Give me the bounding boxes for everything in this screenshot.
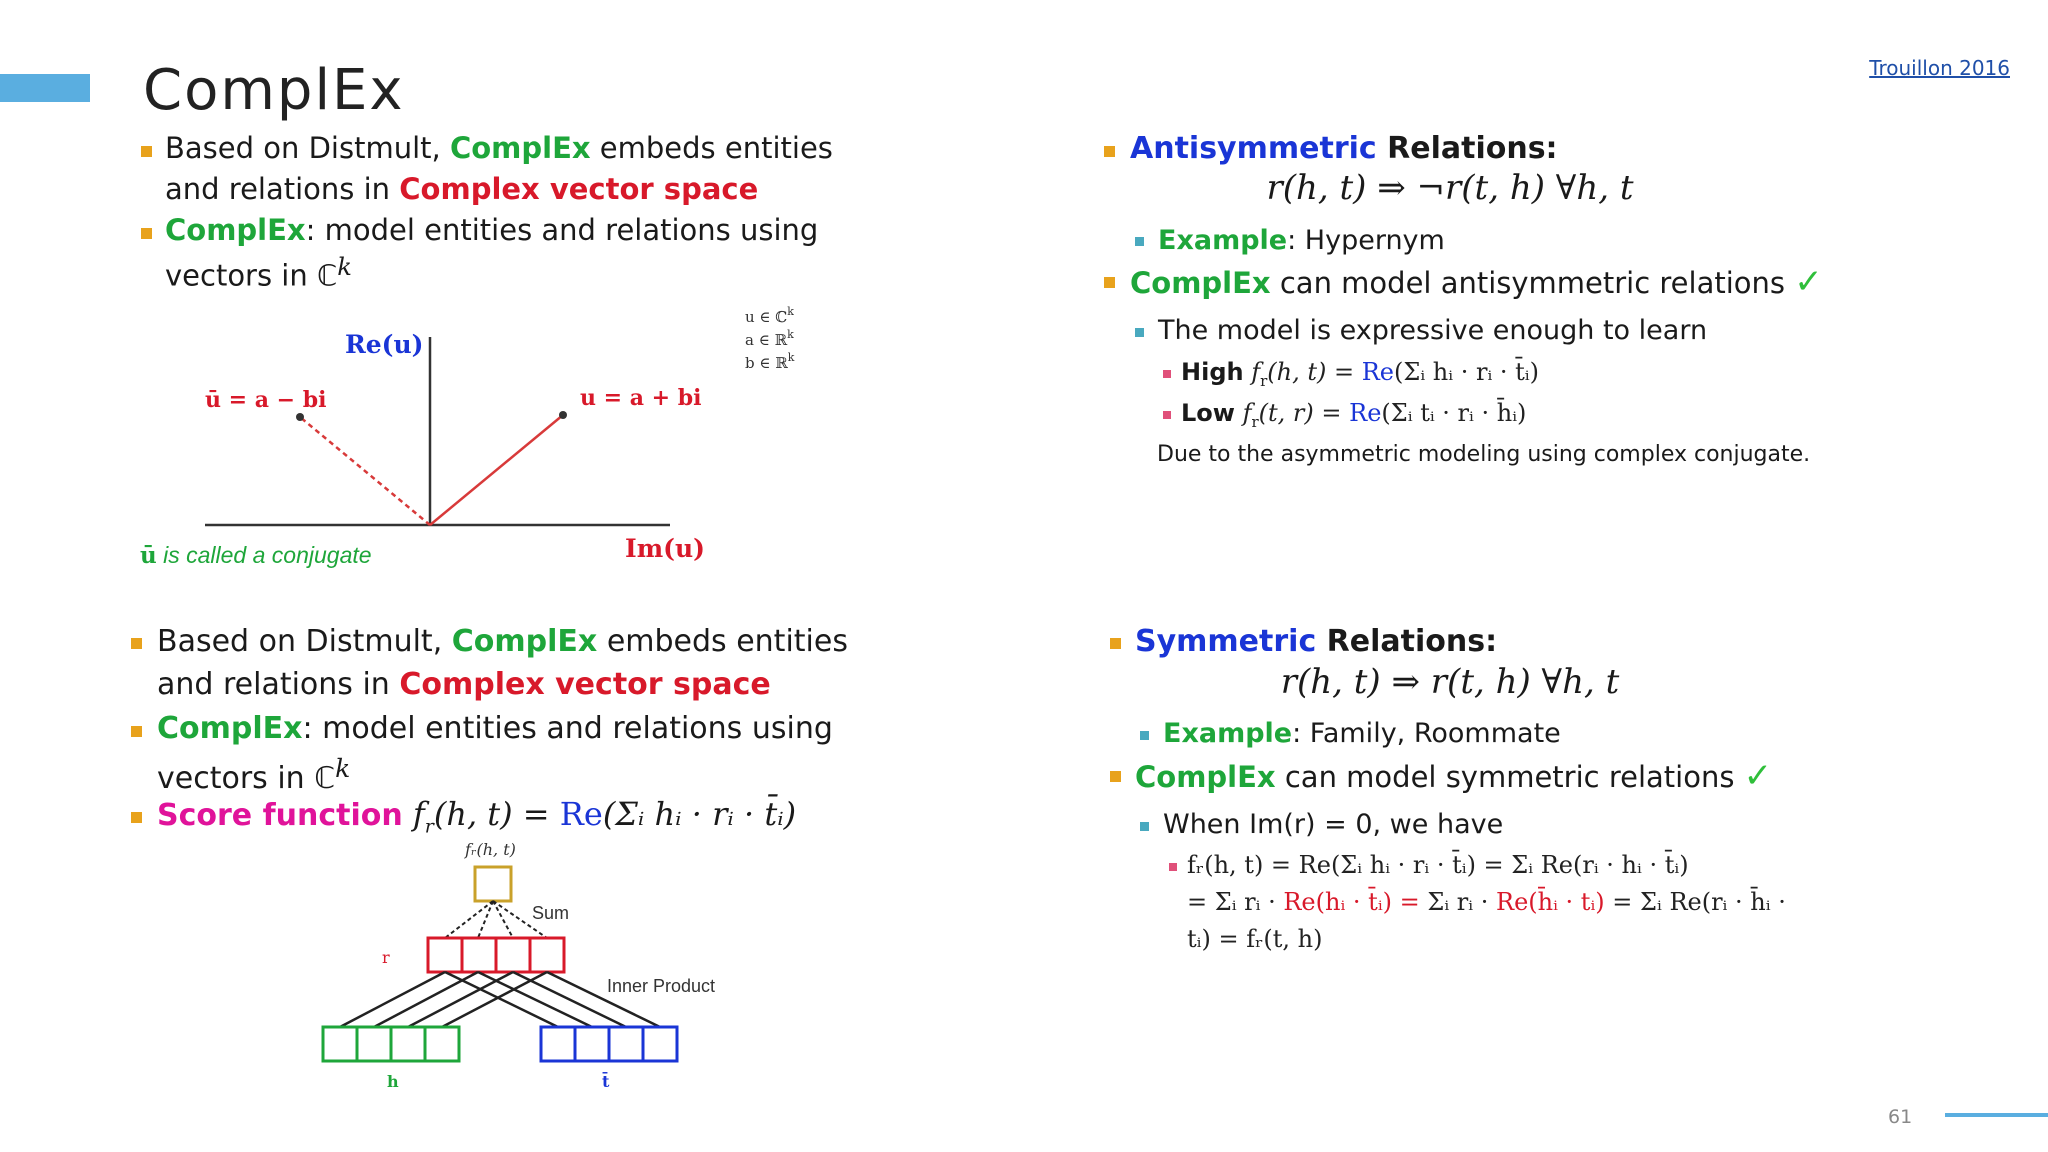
citation-link[interactable]: Trouillon 2016 (1869, 56, 2010, 80)
network-top-label: fᵣ(h, t) (465, 840, 516, 859)
br-derivation-line-3: tᵢ) = fᵣ(t, h) (1187, 925, 1323, 953)
bullet-marker (1163, 411, 1171, 419)
bullet-marker (1140, 731, 1149, 740)
br-bullet-2: ComplEx can model symmetric relations ✓ (1135, 756, 1773, 796)
bullet-marker (1140, 822, 1149, 831)
check-icon: ✓ (1743, 756, 1773, 796)
def-a: a ∈ ℝ$^k$ (745, 328, 794, 349)
u-vector (430, 415, 563, 525)
antisymmetric-formula: r(h, t) ⇒ ¬r(t, h) ∀h, t (1266, 168, 1634, 208)
h-label: h (387, 1072, 399, 1091)
bullet-marker (1110, 771, 1121, 782)
br-derivation-line-1: fᵣ(h, t) = Re(Σᵢ hᵢ · rᵢ · t̄ᵢ) = Σᵢ Re(rᵢ · hᵢ · t̄ᵢ) (1187, 851, 1689, 879)
bullet-marker (1135, 237, 1144, 246)
bullet-marker (1104, 146, 1115, 157)
conjugate-vector (300, 417, 430, 525)
bl-bullet-1: Based on Distmult, ComplEx embeds entities and relations in Complex vector space (157, 624, 848, 702)
symmetric-formula: r(h, t) ⇒ r(t, h) ∀h, t (1280, 662, 1620, 702)
t-label: t̄ (602, 1072, 610, 1091)
tr-example: Example: Hypernym (1158, 225, 1445, 256)
bullet-marker (1110, 638, 1121, 649)
br-sub: When Im(r) = 0, we have (1163, 809, 1504, 840)
footer-accent-line (1945, 1113, 2048, 1117)
u-label: u = a + bi (580, 385, 702, 411)
tr-note: Due to the asymmetric modeling using complex conjugate. (1157, 442, 1811, 467)
page-number: 61 (1888, 1106, 1913, 1128)
bullet-marker (131, 638, 142, 649)
conjugate-point (296, 413, 304, 421)
conjugate-caption: ū is called a conjugate (140, 542, 372, 569)
slide-title: ComplEx (143, 58, 405, 123)
br-derivation-line-2: = Σᵢ rᵢ · Re(hᵢ · t̄ᵢ) = Σᵢ rᵢ · Re(h̄ᵢ · tᵢ) = Σᵢ Re(rᵢ · h̄ᵢ · (1187, 888, 1786, 916)
tl-bullet-2: ComplEx: model entities and relations using vectors in ℂ$^k$ (165, 213, 819, 293)
def-u: u ∈ ℂ$^k$ (745, 305, 794, 326)
r-label: r (382, 948, 390, 967)
accent-bar (0, 74, 90, 102)
bullet-marker (141, 146, 152, 157)
tr-sub: The model is expressive enough to learn (1158, 315, 1708, 346)
tr-heading: Antisymmetric Relations: (1130, 131, 1558, 166)
bl-bullet-2: ComplEx: model entities and relations using vectors in ℂ$^k$ (157, 711, 833, 796)
bullet-marker (1135, 328, 1144, 337)
check-icon: ✓ (1794, 262, 1823, 302)
tr-low: Low $f_r(t$, r) = Re(Σᵢ tᵢ · rᵢ · h̄ᵢ) (1181, 399, 1527, 431)
br-heading: Symmetric Relations: (1135, 624, 1498, 659)
re-axis-label: Re(u) (345, 330, 424, 359)
score-network-diagram (300, 835, 760, 1095)
bullet-marker (1163, 370, 1171, 378)
sum-node (475, 867, 511, 901)
bullet-marker (1104, 277, 1115, 288)
inner-product-label: Inner Product (607, 976, 716, 996)
tr-high: High $f_r(h$, t) = Re(Σᵢ hᵢ · rᵢ · t̄ᵢ) (1181, 358, 1539, 390)
bullet-marker (1169, 863, 1177, 871)
bullet-marker (141, 228, 152, 239)
bullet-marker (131, 812, 142, 823)
u-point (559, 411, 567, 419)
sum-label: Sum (532, 903, 570, 923)
bl-score-function: Score function $f_r(h$, t) = Re(Σᵢ hᵢ · rᵢ · t̄ᵢ) (157, 795, 797, 838)
complex-plane-diagram (130, 295, 830, 575)
br-example: Example: Family, Roommate (1163, 718, 1561, 749)
tr-bullet-2: ComplEx can model antisymmetric relations ✓ (1130, 262, 1823, 302)
conjugate-label: ū = a − bi (205, 387, 327, 413)
im-axis-label: Im(u) (625, 534, 705, 563)
bullet-marker (131, 726, 142, 737)
tl-bullet-1: Based on Distmult, ComplEx embeds entities and relations in Complex vector space (165, 131, 833, 206)
def-b: b ∈ ℝ$^k$ (745, 351, 795, 372)
